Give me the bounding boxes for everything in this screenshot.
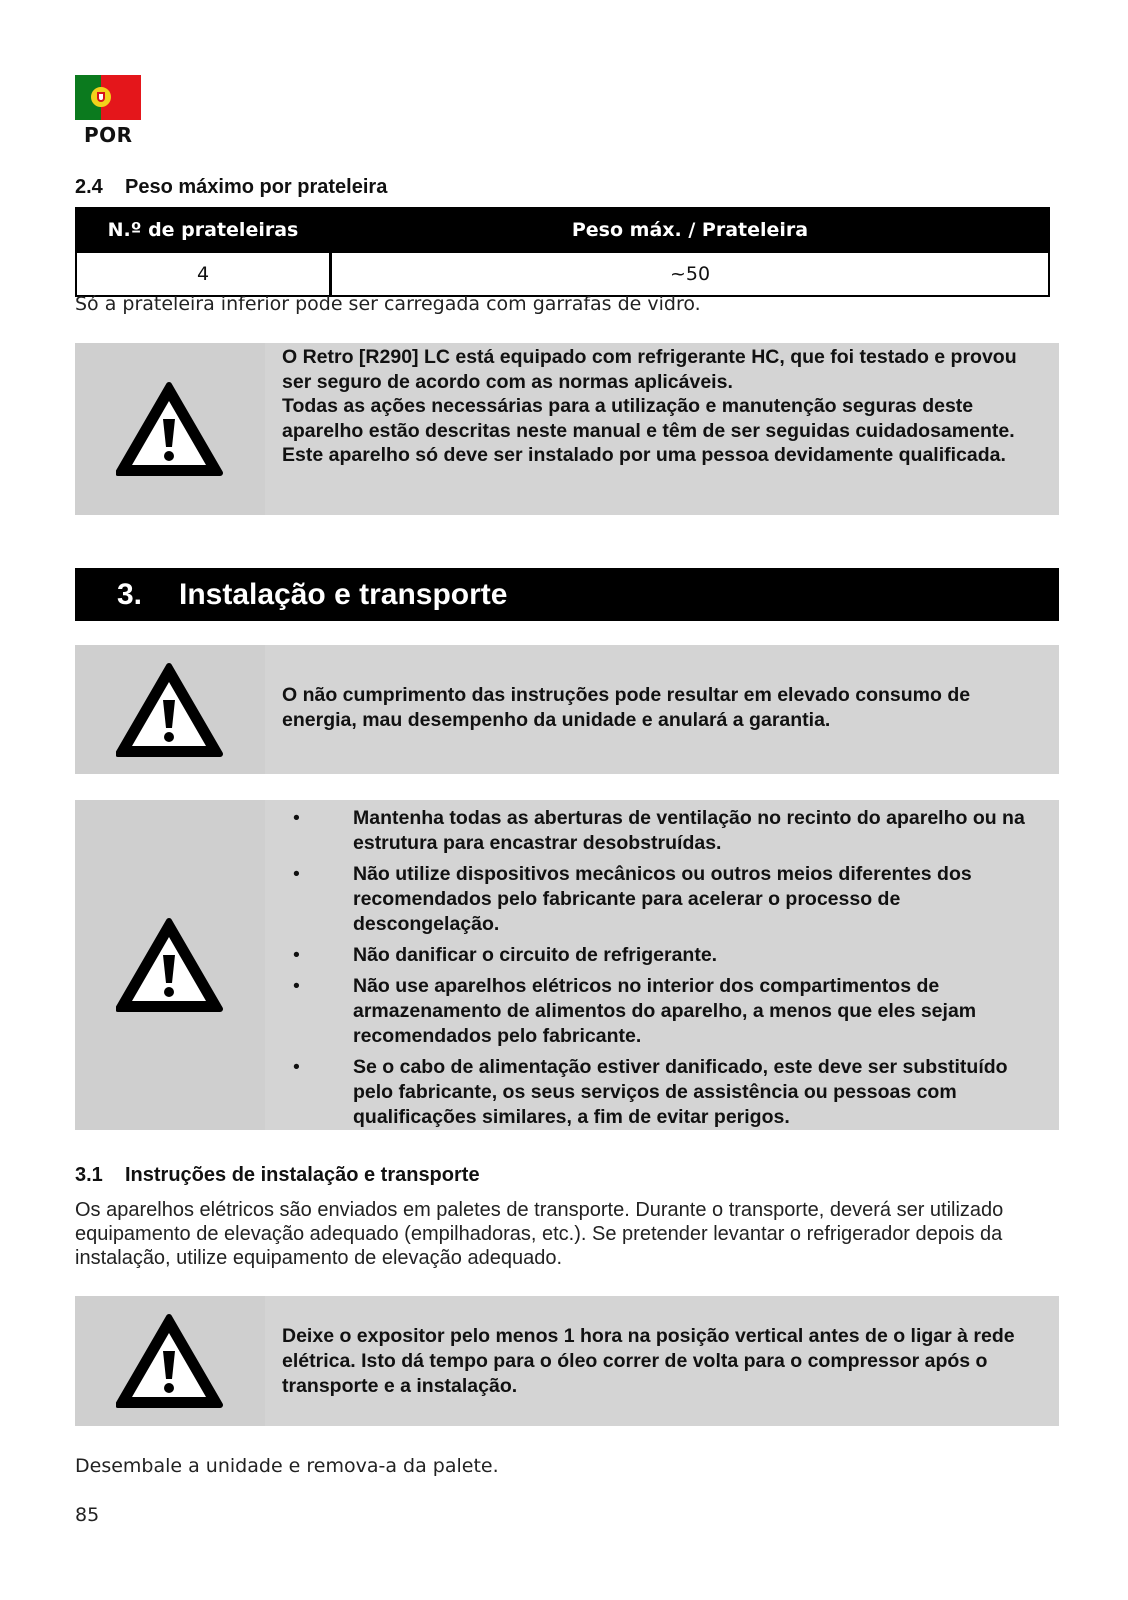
warning-list xyxy=(265,806,1047,1136)
column-header-max-weight: Peso máx. / Prateleira xyxy=(331,208,1050,252)
table-header-row xyxy=(76,208,1049,252)
section-title: Instalação e transporte xyxy=(179,577,508,611)
list-item: • Não danificar o circuito de refrigerante. xyxy=(265,943,1047,968)
list-item: • Não use aparelhos elétricos no interior dos compartimentos de armazenamento de alimentos do aparelho, a menos que eles sejam recomendados pelo fabricante. xyxy=(265,974,1047,1049)
warning-box-instructions xyxy=(75,645,1059,774)
warning-icon-cell xyxy=(75,343,265,515)
warning-box-safety-list xyxy=(75,800,1059,1130)
list-item: • Mantenha todas as aberturas de ventilação no recinto do aparelho ou na estrutura para encastrar desobstruídas. xyxy=(265,806,1047,856)
section-title: Instruções de instalação e transporte xyxy=(125,1164,480,1186)
warning-triangle-icon xyxy=(116,381,224,477)
table-cell-shelves: 4 xyxy=(76,252,331,296)
warning-box-refrigerant xyxy=(75,343,1059,515)
section-3-1-heading xyxy=(75,1164,480,1187)
list-item: • Não utilize dispositivos mecânicos ou outros meios diferentes dos recomendados pelo fabricante para acelerar o processo de descongelação. xyxy=(265,862,1047,937)
warning-icon-cell xyxy=(75,645,265,774)
list-item: • Se o cabo de alimentação estiver danificado, este deve ser substituído pelo fabricante, os seus serviços de assistência ou pessoas com qualificações similares, a fim de evitar perigos. xyxy=(265,1055,1047,1130)
section-number: 3.1 xyxy=(75,1164,103,1186)
portugal-flag-icon xyxy=(75,75,141,120)
warning-triangle-icon xyxy=(116,917,224,1013)
section-3-1-body: Os aparelhos elétricos são enviados em paletes de transporte. Durante o transporte, deverá ser utilizado equipamento de elevação adequado (empilhadoras, etc.). Se pretender levantar o refrigerador depois da instalação, utilize equipamento de elevação adequado. xyxy=(75,1199,1004,1269)
column-header-shelves: N.º de prateleiras xyxy=(76,208,331,252)
warning-text xyxy=(282,345,1047,468)
warning-box-vertical-position xyxy=(75,1296,1059,1426)
language-label: POR xyxy=(84,123,133,147)
section-3-heading xyxy=(75,568,1059,621)
section-title: Peso máximo por prateleira xyxy=(125,176,388,198)
warning-triangle-icon xyxy=(116,1313,224,1409)
shelf-note: Só a prateleira inferior pode ser carregada com garrafas de vidro. xyxy=(75,293,701,315)
warning-icon-cell xyxy=(75,1296,265,1426)
section-number: 3. xyxy=(117,577,143,611)
warning-line: O Retro [R290] LC está equipado com refrigerante HC, que foi testado e provou ser seguro de acordo com as normas aplicáveis. xyxy=(282,346,1017,393)
warning-text: O não cumprimento das instruções pode resultar em elevado consumo de energia, mau desempenho da unidade e anulará a garantia. xyxy=(282,684,971,731)
warning-text: Deixe o expositor pelo menos 1 hora na posição vertical antes de o ligar à rede elétrica. Isto dá tempo para o óleo correr de volta para o compressor após o transporte e a instalação. xyxy=(282,1325,1015,1397)
section-number: 2.4 xyxy=(75,176,103,198)
shelf-weight-table xyxy=(75,207,1050,297)
table-cell-max-weight: ~50 xyxy=(331,252,1050,296)
warning-line: Todas as ações necessárias para a utilização e manutenção seguras deste aparelho estão descritas neste manual e têm de ser seguidas cuidadosamente. xyxy=(282,395,1015,442)
section-2-4-heading xyxy=(75,176,387,199)
warning-icon-cell xyxy=(75,800,265,1130)
closing-note: Desembale a unidade e remova-a da palete. xyxy=(75,1455,499,1477)
warning-line: Este aparelho só deve ser instalado por uma pessoa devidamente qualificada. xyxy=(282,444,1006,467)
table-row xyxy=(76,252,1049,296)
warning-triangle-icon xyxy=(116,662,224,758)
page-number: 85 xyxy=(75,1504,100,1526)
